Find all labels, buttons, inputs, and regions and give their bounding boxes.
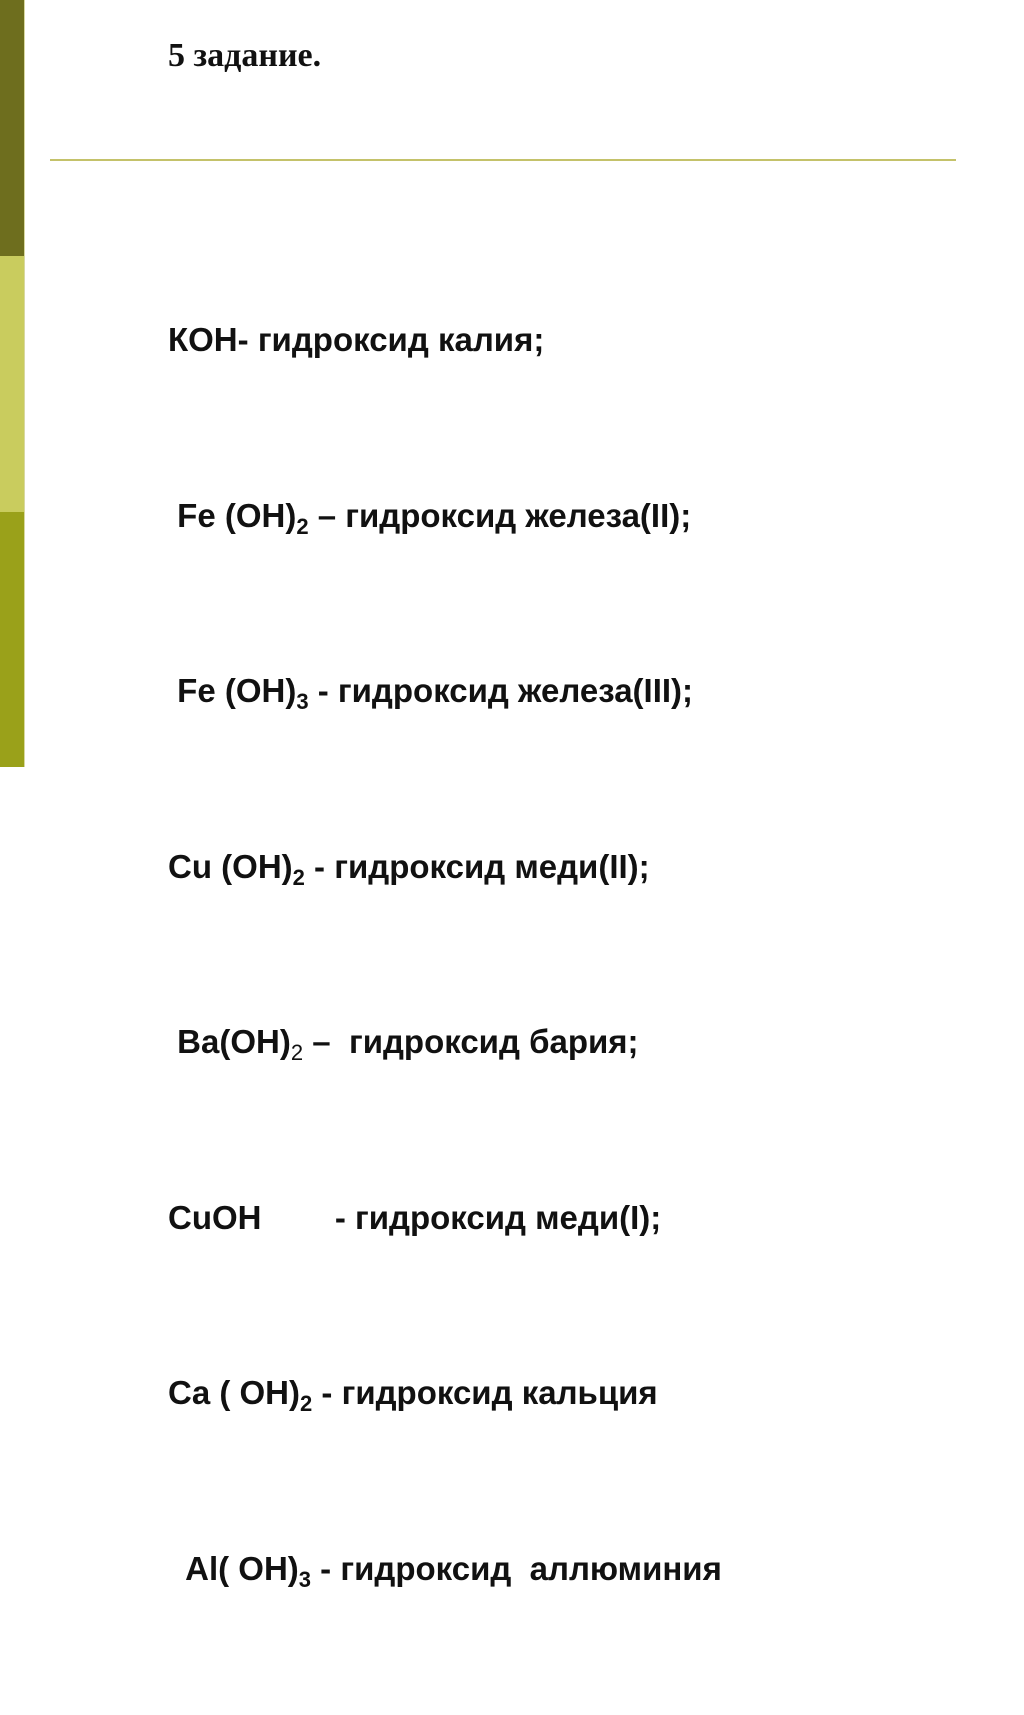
formula-text: CuOH (168, 1198, 262, 1236)
compound-name: - гидроксид меди(I); (261, 1198, 662, 1236)
title-divider (50, 159, 956, 161)
side-bar-segment-dark (0, 0, 24, 256)
formula-text: Ca ( OH) (168, 1374, 300, 1411)
formula-line (168, 311, 722, 370)
side-bar-segment-light (0, 256, 24, 512)
formula-list (168, 194, 722, 1715)
formula-text: Al( OH) (168, 1549, 299, 1587)
formula-text: Cu (OH) (168, 847, 293, 885)
formula-subscript: 2 (290, 1040, 304, 1065)
compound-name: – гидроксид бария; (303, 1023, 639, 1060)
formula-text: Fe (OH) (168, 496, 297, 534)
formula-text: Ba(OH) (168, 1023, 291, 1060)
formula-subscript: 3 (296, 689, 309, 714)
slide-title: 5 задание. (168, 37, 322, 74)
compound-name: - гидроксид аллюминия (311, 1549, 722, 1587)
formula-subscript: 2 (296, 513, 309, 539)
formula-subscript: 3 (298, 1566, 312, 1592)
formula-text: Fe (OH) (168, 672, 297, 709)
formula-line (168, 1189, 722, 1248)
formula-line (168, 662, 722, 721)
formula-text: КОН (168, 321, 238, 358)
formula-subscript: 2 (300, 1391, 313, 1416)
formula-line (168, 1364, 722, 1423)
formula-line (168, 487, 722, 546)
compound-name: – гидроксид железа(II); (308, 496, 692, 534)
compound-name: - гидроксид калия; (237, 321, 545, 358)
compound-name: - гидроксид железа(III); (308, 672, 694, 709)
side-decoration-bar (0, 0, 24, 767)
side-bar-edge-line (24, 0, 25, 767)
formula-line (168, 1540, 722, 1599)
formula-line (168, 838, 722, 897)
formula-line (168, 1013, 722, 1072)
side-bar-segment-mid (0, 512, 24, 767)
formula-subscript: 2 (292, 864, 305, 890)
compound-name: - гидроксид кальция (312, 1374, 658, 1411)
compound-name: - гидроксид меди(II); (304, 847, 650, 885)
